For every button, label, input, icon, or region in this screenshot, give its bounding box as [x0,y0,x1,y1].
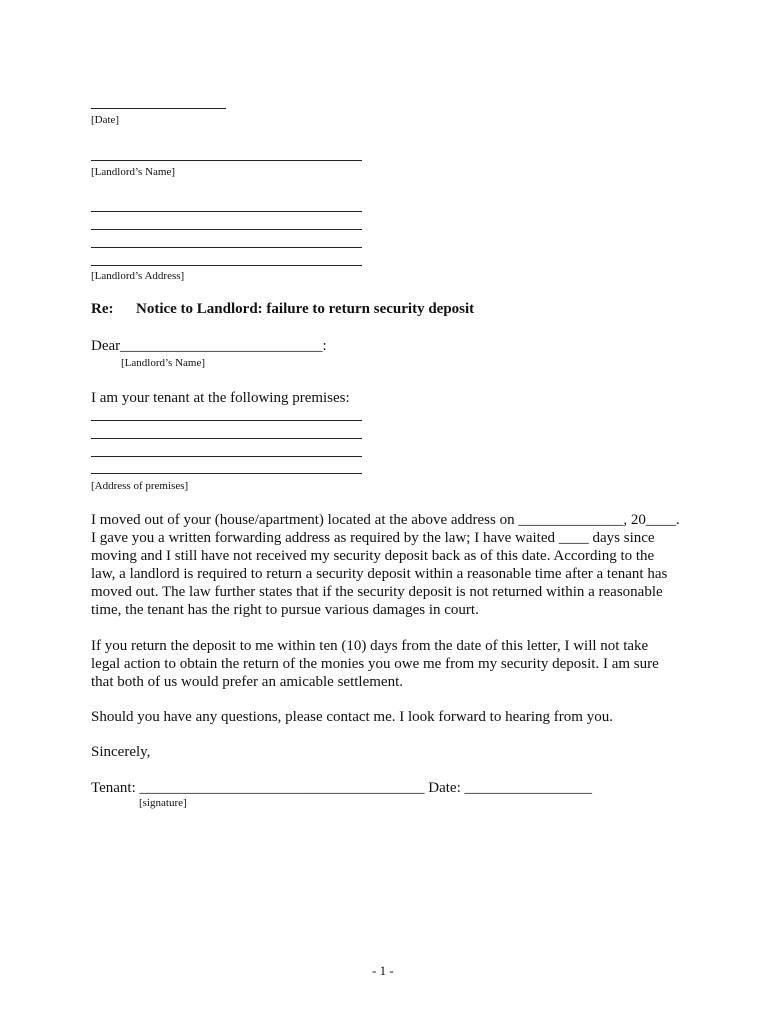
page-number: - 1 - [372,963,394,978]
landlord-address-line-4 [91,265,362,266]
paragraph-line: I moved out of your (house/apartment) located at the above address on ______________, 20____. [91,512,680,528]
premises-line-4 [91,473,362,474]
re-label: Re: [91,301,114,317]
paragraph-line: moved out. The law further states that if the security deposit is not returned within a reasonable [91,584,663,600]
paragraph-line: If you return the deposit to me within ten (10) days from the date of this letter, I will not take [91,638,649,654]
landlord-address-line-3 [91,247,362,248]
paragraph-move-out [91,511,691,619]
paragraph-line: legal action to obtain the return of the monies you owe me from my security deposit. I am sure [91,656,659,672]
salutation-name-label: [Landlord’s Name] [121,357,205,369]
date-label: [Date] [91,114,120,126]
landlord-name-line [91,160,362,161]
premises-line-3 [91,456,362,457]
premises-intro: I am your tenant at the following premises: [91,390,350,406]
landlord-address-line-1 [91,211,362,212]
paragraph-questions: Should you have any questions, please contact me. I look forward to hearing from you. [91,709,613,725]
landlord-name-label: [Landlord’s Name] [91,166,175,178]
salutation-blank: ___________________________: [120,338,327,354]
paragraph-line: that both of us would prefer an amicable settlement. [91,674,403,690]
landlord-address-label: [Landlord’s Address] [91,270,185,282]
signature-line: Tenant: ______________________________________ Date: _________________ [91,780,592,796]
closing: Sincerely, [91,744,151,760]
paragraph-line: law, a landlord is required to return a security deposit within a reasonable time after a tenant has [91,566,668,582]
subject-title: Notice to Landlord: failure to return security deposit [136,301,475,317]
premises-address-label: [Address of premises] [91,480,189,492]
paragraph-line: time, the tenant has the right to pursue various damages in court. [91,602,479,618]
paragraph-line: I gave you a written forwarding address as required by the law; I have waited ____ days since [91,530,655,546]
salutation-dear: Dear [91,338,121,354]
signature-label: [signature] [139,797,187,809]
paragraph-line: moving and I still have not received my security deposit back as of this date. According to the [91,548,655,564]
date-line [91,108,226,109]
premises-line-1 [91,420,362,421]
paragraph-return-deposit [91,637,691,691]
landlord-address-line-2 [91,229,362,230]
premises-line-2 [91,438,362,439]
